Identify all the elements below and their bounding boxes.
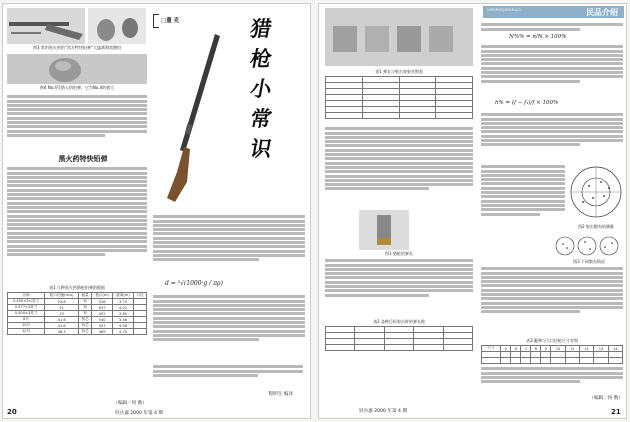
shell-photo — [359, 210, 409, 250]
table-cell: 10号 — [8, 323, 45, 329]
title-char-5: 识 — [248, 136, 274, 161]
table-cell: 铅 — [79, 311, 92, 317]
right-col-text-6 — [481, 366, 623, 390]
page-number-right: 21 — [611, 408, 621, 416]
table-cell: 3.73 — [113, 299, 134, 305]
table-cell: 0.500×3英寸 — [8, 311, 45, 317]
kicker-bracket — [153, 14, 159, 28]
middle-body-text-2 — [153, 294, 305, 364]
table3-header-cell: 10 — [551, 346, 565, 352]
table-cell: 3.60 — [113, 311, 134, 317]
body-text-tail — [153, 364, 303, 394]
fig2-caption: 图2 射击散布的测量 — [578, 224, 614, 229]
table-cell: 铅 — [79, 305, 92, 311]
right-body-text-1 — [325, 126, 473, 216]
editor-note: （编辑／何 数） — [113, 401, 147, 406]
table-cell: 铅芯 — [79, 323, 92, 329]
target-shot-table — [325, 326, 473, 351]
table-cell: 540 — [92, 317, 113, 323]
gauge-size-table — [481, 345, 623, 364]
table-cell: 4.08 — [113, 323, 134, 329]
table3-header-cell: 12 — [579, 346, 593, 352]
formula-1: N%% = n/N × 100% — [509, 34, 567, 40]
fig1-caption: 图1 猎枪的弹丸 — [385, 251, 413, 256]
target-diagram — [569, 162, 623, 224]
fig3-caption: 图3 常用黑火药的“西方特快铅弹”大猛禽和雷德铅 — [33, 45, 121, 50]
table-cell: 4.70 — [113, 329, 134, 335]
table-cell: 铅芯 — [79, 329, 92, 335]
table-cell: 铅芯 — [79, 317, 92, 323]
table-cell: 457 — [92, 323, 113, 329]
table-cell: 25.6 — [45, 299, 79, 305]
title-char-4: 常 — [248, 106, 274, 131]
table-cell: 492 — [92, 311, 113, 317]
table-row — [8, 329, 147, 335]
right-page — [318, 3, 627, 419]
footer-left: 轻兵器 2000 年第 4 期 — [115, 411, 164, 416]
right-col-text-1 — [481, 22, 623, 44]
table-cell: 48.3 — [45, 329, 79, 335]
bullet-closeup-photo — [7, 54, 147, 84]
table3-header-cell: 8 — [531, 346, 541, 352]
table-header-cell: 枪口(m) — [92, 293, 113, 299]
article-title — [239, 14, 283, 164]
table-cell: 21 — [45, 305, 79, 311]
title-char-2: 枪 — [248, 46, 274, 71]
table-cell: 23 — [45, 311, 79, 317]
table3-header-cell: 5 — [501, 346, 511, 352]
right-col-text-5 — [481, 266, 623, 336]
cartridge-photo — [325, 8, 473, 66]
left-page — [2, 3, 311, 419]
shot-effect-table — [325, 76, 473, 119]
table3-header-cell: 6 — [511, 346, 521, 352]
table-cell: 0.577×3英寸 — [8, 305, 45, 311]
table-cell: 8号 — [8, 317, 45, 323]
table3-header-cell: 7 — [521, 346, 531, 352]
body-text-section — [7, 166, 147, 284]
bullet-photo — [88, 8, 146, 44]
right-col-text-2 — [481, 44, 623, 100]
table1-title-right: 表1 弹丸与射击效果对照表 — [375, 69, 423, 74]
body-text-intro — [7, 94, 147, 152]
formula: d = ³√(1000·g / πρ) — [165, 280, 223, 287]
editor-note-right: （编辑／何 数） — [589, 396, 623, 401]
section-title: 黑火药特快铅弹 — [58, 154, 108, 163]
table-cell — [134, 329, 147, 335]
spread-diagrams — [555, 234, 623, 258]
antique-gun-photo — [7, 8, 85, 44]
table-header-cell: 枪口初速(m/s) — [45, 293, 79, 299]
fig4-caption: 图4 No.4号猎人的铅弹，它为No.4的猎大 — [39, 85, 115, 90]
right-col-text-3 — [481, 112, 623, 162]
table3-header-cell: 11 — [565, 346, 579, 352]
table3-header-cell: 9 — [541, 346, 551, 352]
table-header-cell: 名称 — [8, 293, 45, 299]
table-header-cell: 口径 — [134, 293, 147, 299]
banner-en: MINPINJIESHAO — [487, 7, 521, 12]
table-cell: 4.07 — [113, 305, 134, 311]
table1-title: 表1 几种黑火药猎枪铅弹的数据 — [49, 285, 105, 290]
table3-header-cell: 14 — [608, 346, 622, 352]
footer-right: 轻兵器 2000 年第 4 期 — [359, 409, 408, 414]
shotgun-illustration — [163, 32, 233, 207]
kicker: □董 克 — [161, 18, 180, 24]
table-cell: 518 — [92, 299, 113, 305]
table-cell: 637 — [92, 305, 113, 311]
table-cell: 12号 — [8, 329, 45, 335]
title-char-1: 猎 — [248, 16, 274, 41]
table-cell: 469 — [92, 329, 113, 335]
section-banner — [483, 6, 624, 18]
table-header-cell: 距离(m) — [113, 293, 134, 299]
table-cell: 41.6 — [45, 323, 79, 329]
table-header-cell: 能量 — [79, 293, 92, 299]
title-char-3: 小 — [248, 76, 274, 101]
table-cell: 41.6 — [45, 317, 79, 323]
table-cell: 铅 — [79, 299, 92, 305]
formula-2: h% = (f − f₁)/f × 100% — [495, 100, 559, 106]
table2-title: 表2 各种目标射击时的弹丸数 — [373, 319, 425, 324]
right-col-text-4 — [481, 164, 565, 244]
table-cell: 3.56 — [113, 317, 134, 323]
page-number-left: 20 — [7, 408, 17, 416]
table3-header-cell: 尺寸 — [482, 346, 501, 352]
table3-header-cell: 13 — [594, 346, 608, 352]
middle-body-text-1 — [153, 214, 305, 280]
banner-zh: 民品介绍 — [586, 7, 618, 17]
right-body-text-2 — [325, 258, 473, 318]
byline: 程明生 编译 — [268, 392, 293, 397]
bullet-data-table — [7, 292, 147, 335]
table-cell: 0.450×3¼英寸 — [8, 299, 45, 305]
table3-title: 表3 霰弹与大口径枪尺寸对照 — [526, 338, 578, 343]
fig3-caption-right: 图3 不同散布情况 — [573, 259, 605, 264]
